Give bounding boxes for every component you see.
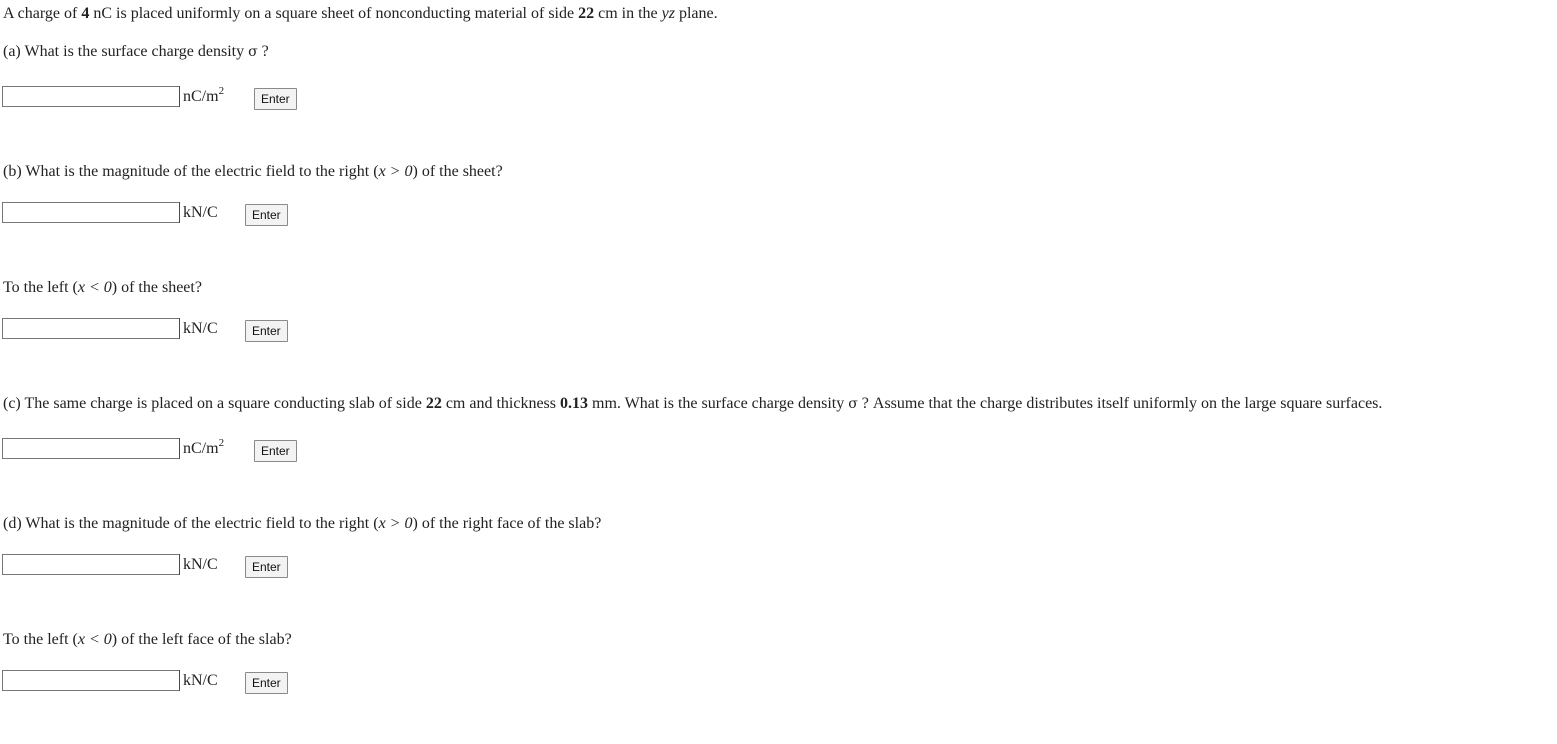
side-value: 22 bbox=[578, 5, 595, 22]
unit-superscript: 2 bbox=[218, 84, 225, 97]
slab-side-value: 22 bbox=[425, 395, 442, 412]
intro-text: cm in the bbox=[594, 5, 662, 22]
question-c-text: cm and thickness bbox=[441, 395, 561, 412]
question-b-left-text: To the left ( bbox=[3, 279, 78, 296]
plane-label: yz bbox=[661, 5, 675, 22]
problem-statement bbox=[3, 4, 718, 24]
question-b-text: (b) What is the magnitude of the electric field to the right ( bbox=[3, 163, 379, 180]
condition-b: x > 0 bbox=[378, 163, 413, 180]
question-d-end: ) of the right face of the slab? bbox=[412, 515, 602, 532]
sigma-symbol: σ bbox=[248, 44, 258, 60]
unit-label-b-left: kN/C bbox=[183, 320, 218, 337]
unit-text: nC/m bbox=[183, 88, 219, 105]
condition-b-left: x < 0 bbox=[77, 279, 112, 296]
question-b bbox=[3, 162, 503, 182]
question-d bbox=[3, 514, 601, 534]
intro-text: plane. bbox=[674, 5, 718, 22]
enter-button-a[interactable]: Enter bbox=[254, 88, 297, 110]
question-d-text: (d) What is the magnitude of the electric field to the right ( bbox=[3, 515, 379, 532]
unit-label-a bbox=[183, 84, 225, 107]
question-d-left bbox=[3, 630, 292, 650]
question-b-left bbox=[3, 278, 202, 298]
question-a-end: ? bbox=[257, 43, 269, 60]
question-b-left-end: ) of the sheet? bbox=[111, 279, 202, 296]
question-c bbox=[3, 394, 1382, 414]
unit-text: nC/m bbox=[183, 440, 219, 457]
intro-text: nC is placed uniformly on a square sheet of nonconducting material of side bbox=[89, 5, 579, 22]
enter-button-d-left[interactable]: Enter bbox=[245, 672, 288, 694]
input-divider bbox=[179, 670, 180, 691]
question-c-text: mm. What is the surface charge density bbox=[588, 395, 849, 412]
input-divider bbox=[179, 554, 180, 575]
unit-superscript: 2 bbox=[218, 436, 225, 449]
question-b-end: ) of the sheet? bbox=[412, 163, 503, 180]
unit-label-d: kN/C bbox=[183, 556, 218, 573]
sigma-symbol: σ bbox=[848, 396, 858, 412]
input-divider bbox=[179, 86, 180, 107]
unit-label-b: kN/C bbox=[183, 204, 218, 221]
condition-d: x > 0 bbox=[378, 515, 413, 532]
enter-button-d[interactable]: Enter bbox=[245, 556, 288, 578]
input-divider bbox=[179, 202, 180, 223]
answer-input-d[interactable] bbox=[2, 554, 180, 575]
unit-label-d-left: kN/C bbox=[183, 672, 218, 689]
enter-button-b[interactable]: Enter bbox=[245, 204, 288, 226]
question-a-text: (a) What is the surface charge density bbox=[3, 43, 249, 60]
enter-button-b-left[interactable]: Enter bbox=[245, 320, 288, 342]
answer-input-b[interactable] bbox=[2, 202, 180, 223]
unit-label-c bbox=[183, 436, 225, 459]
charge-value: 4 bbox=[81, 5, 90, 22]
answer-input-d-left[interactable] bbox=[2, 670, 180, 691]
condition-d-left: x < 0 bbox=[77, 631, 112, 648]
question-a bbox=[3, 42, 269, 62]
answer-input-a[interactable] bbox=[2, 86, 180, 107]
thickness-value: 0.13 bbox=[560, 395, 589, 412]
intro-text: A charge of bbox=[3, 5, 82, 22]
question-d-left-end: ) of the left face of the slab? bbox=[111, 631, 292, 648]
answer-input-b-left[interactable] bbox=[2, 318, 180, 339]
answer-input-c[interactable] bbox=[2, 438, 180, 459]
input-divider bbox=[179, 438, 180, 459]
input-divider bbox=[179, 318, 180, 339]
enter-button-c[interactable]: Enter bbox=[254, 440, 297, 462]
question-d-left-text: To the left ( bbox=[3, 631, 78, 648]
question-c-text: ? Assume that the charge distributes itself uniformly on the large square surfaces. bbox=[857, 395, 1383, 412]
question-c-text: (c) The same charge is placed on a square conducting slab of side bbox=[3, 395, 426, 412]
